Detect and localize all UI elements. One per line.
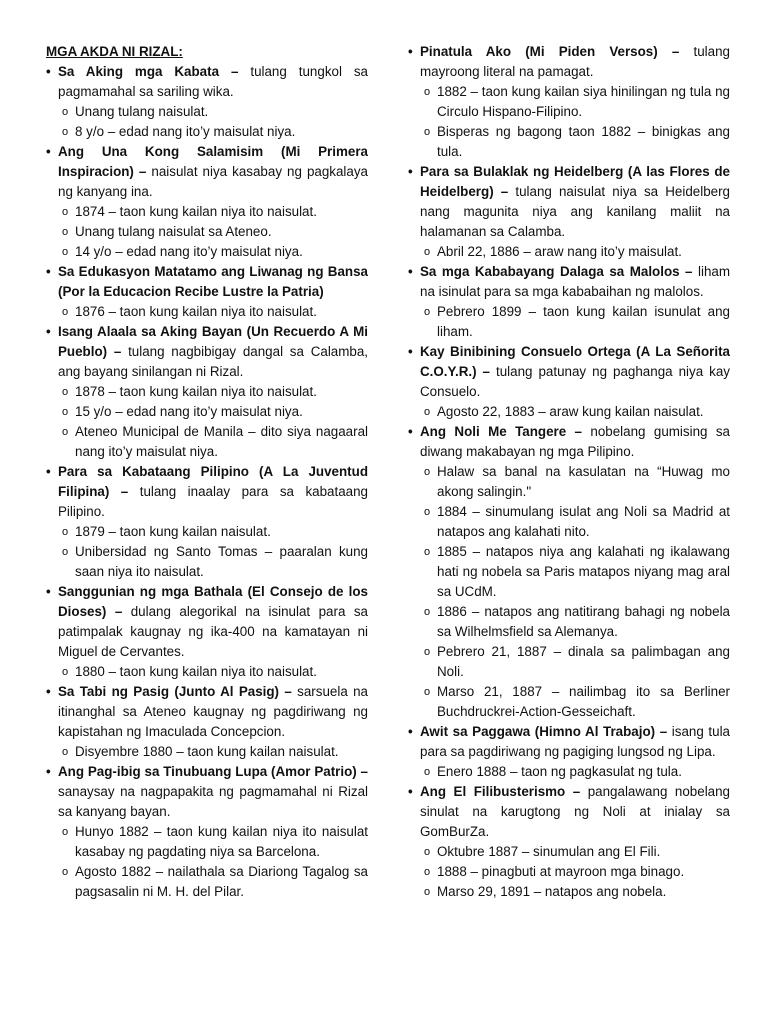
- work-summary: dulang alegorikal na isinulat para sa patimpalak kaugnay ng ika-400 na kamatayan ni Miguel de Cervantes.: [58, 604, 368, 659]
- left-column: [46, 42, 368, 1024]
- work-entry: [408, 422, 730, 722]
- work-notes: [46, 382, 368, 462]
- work-note: o 1886 – natapos ang natitirang bahagi ng nobela sa Wilhelmsfield sa Alemanya.: [424, 602, 730, 642]
- work-entry: [46, 142, 368, 262]
- work-note: o Unang tulang naisulat sa Ateneo.: [62, 222, 368, 242]
- work-description: [46, 762, 368, 822]
- work-entry: [46, 762, 368, 902]
- work-title: Sa Tabi ng Pasig (Junto Al Pasig) –: [58, 684, 292, 699]
- work-notes: [46, 742, 368, 762]
- work-summary: tulang nagbibigay dangal sa Calamba, ang bayang sinilangan ni Rizal.: [58, 344, 369, 379]
- work-note: o Agosto 22, 1883 – araw kung kailan naisulat.: [424, 402, 730, 422]
- work-title: Awit sa Paggawa (Himno Al Trabajo) –: [420, 724, 668, 739]
- work-summary: sanaysay na nagpapakita ng pagmamahal ni Rizal sa kanyang bayan.: [58, 784, 368, 819]
- work-note: o 1879 – taon kung kailan naisulat.: [62, 522, 368, 542]
- work-note: o 15 y/o – edad nang ito’y maisulat niya.: [62, 402, 368, 422]
- work-note: o Marso 21, 1887 – nailimbag ito sa Berliner Buchdruckrei-Action-Gesseichaft.: [424, 682, 730, 722]
- work-notes: [408, 242, 730, 262]
- work-summary: naisulat niya kasabay ng pagkalaya ng kanyang ina.: [58, 164, 368, 199]
- work-summary: tulang mayroong literal na pamagat.: [420, 44, 730, 79]
- work-summary: isang tula para sa pagdiriwang ng pagiging lungsod ng Lipa.: [420, 724, 730, 759]
- work-notes: [46, 662, 368, 682]
- work-note: o Hunyo 1882 – taon kung kailan niya ito naisulat kasabay ng pagdating niya sa Barcelona.: [62, 822, 368, 862]
- work-title: Sa Edukasyon Matatamo ang Liwanag ng Bansa (Por la Educacion Recibe Lustre la Patria): [58, 264, 368, 299]
- work-notes: [46, 522, 368, 582]
- work-note: o 1884 – sinumulang isulat ang Noli sa Madrid at natapos ang kalahati nito.: [424, 502, 730, 542]
- work-description: [46, 262, 368, 302]
- work-title: Ang Una Kong Salamisim (Mi Primera Inspiracion) –: [58, 144, 368, 179]
- work-note: o Halaw sa banal na kasulatan na “Huwag mo akong salingin.": [424, 462, 730, 502]
- work-entry: [408, 42, 730, 162]
- work-note: o 1888 – pinagbuti at mayroon mga binago.: [424, 862, 730, 882]
- work-title: Para sa Bulaklak ng Heidelberg (A las Flores de Heidelberg) –: [420, 164, 730, 199]
- work-title: Ang Pag-ibig sa Tinubuang Lupa (Amor Patrio) –: [58, 764, 368, 779]
- right-column: [408, 42, 730, 1024]
- work-title: Sa mga Kababayang Dalaga sa Malolos –: [420, 264, 693, 279]
- work-title: Sa Aking mga Kabata –: [58, 64, 239, 79]
- work-notes: [408, 302, 730, 342]
- work-title: Kay Binibining Consuelo Ortega (A La Señorita C.O.Y.R.) –: [420, 344, 730, 379]
- work-description: [46, 322, 368, 382]
- work-description: [408, 42, 730, 82]
- work-note: o Disyembre 1880 – taon kung kailan naisulat.: [62, 742, 368, 762]
- work-entry: [46, 682, 368, 762]
- work-title: Para sa Kabataang Pilipino (A La Juventud Filipina) –: [58, 464, 368, 499]
- work-description: [46, 142, 368, 202]
- work-note: o Marso 29, 1891 – natapos ang nobela.: [424, 882, 730, 902]
- work-title: Ang Noli Me Tangere –: [420, 424, 582, 439]
- work-summary: tulang inaalay para sa kabataang Pilipino.: [58, 484, 368, 519]
- work-note: o Unang tulang naisulat.: [62, 102, 368, 122]
- work-note: o Bisperas ng bagong taon 1882 – binigkas ang tula.: [424, 122, 730, 162]
- work-title: Ang El Filibusterismo –: [420, 784, 581, 799]
- work-notes: [408, 402, 730, 422]
- work-note: o 1876 – taon kung kailan niya ito naisulat.: [62, 302, 368, 322]
- work-entry: [408, 162, 730, 262]
- work-note: o Agosto 1882 – nailathala sa Diariong Tagalog sa pagsasalin ni M. H. del Pilar.: [62, 862, 368, 902]
- work-description: [408, 422, 730, 462]
- work-notes: [408, 462, 730, 722]
- work-summary: nobelang gumising sa diwang makabayan ng mga Pilipino.: [420, 424, 730, 459]
- work-note: o 1874 – taon kung kailan niya ito naisulat.: [62, 202, 368, 222]
- work-note: o Pebrero 1899 – taon kung kailan isunulat ang liham.: [424, 302, 730, 342]
- work-entry: [46, 582, 368, 682]
- work-entry: [46, 62, 368, 142]
- document-heading: MGA AKDA NI RIZAL:: [46, 44, 183, 59]
- works-list-left: [46, 62, 368, 902]
- work-entry: [46, 462, 368, 582]
- work-title: Sanggunian ng mga Bathala (El Consejo de los Dioses) –: [58, 584, 368, 619]
- work-notes: [408, 842, 730, 902]
- work-title: Isang Alaala sa Aking Bayan (Un Recuerdo A Mi Pueblo) –: [58, 324, 368, 359]
- work-notes: [408, 762, 730, 782]
- work-summary: tulang naisulat niya sa Heidelberg nang magunita niya ang kanilang maliit na halamanan sa Calamba.: [420, 184, 730, 239]
- work-note: o 8 y/o – edad nang ito’y maisulat niya.: [62, 122, 368, 142]
- work-entry: [46, 322, 368, 462]
- work-description: [46, 582, 368, 662]
- work-notes: [46, 102, 368, 142]
- work-entry: [408, 342, 730, 422]
- work-summary: sarsuela na itinanghal sa Ateneo kaugnay ng pagdiriwang ng kapistahan ng Imaculada Concepcion.: [58, 684, 369, 739]
- work-entry: [408, 782, 730, 902]
- work-entry: [408, 262, 730, 342]
- work-summary: tulang tungkol sa pagmamahal sa sariling wika.: [58, 64, 369, 99]
- work-notes: [46, 822, 368, 902]
- work-entry: [408, 722, 730, 782]
- work-notes: [46, 302, 368, 322]
- work-description: [408, 782, 730, 842]
- work-description: [46, 682, 368, 742]
- work-description: [408, 262, 730, 302]
- work-description: [408, 162, 730, 242]
- work-summary: liham na isinulat para sa mga kababaihan ng malolos.: [420, 264, 730, 299]
- work-note: o Oktubre 1887 – sinumulan ang El Fili.: [424, 842, 730, 862]
- work-summary: tulang patunay ng paghanga niya kay Consuelo.: [420, 364, 730, 399]
- work-notes: [46, 202, 368, 262]
- work-description: [46, 462, 368, 522]
- work-title: Pinatula Ako (Mi Piden Versos) –: [420, 44, 680, 59]
- work-description: [46, 62, 368, 102]
- work-note: o Ateneo Municipal de Manila – dito siya nagaaral nang ito’y maisulat niya.: [62, 422, 368, 462]
- work-notes: [408, 82, 730, 162]
- work-note: o 1882 – taon kung kailan siya hinilingan ng tula ng Circulo Hispano-Filipino.: [424, 82, 730, 122]
- work-note: o Unibersidad ng Santo Tomas – paaralan kung saan niya ito naisulat.: [62, 542, 368, 582]
- work-note: o 14 y/o – edad nang ito’y maisulat niya.: [62, 242, 368, 262]
- work-note: o 1878 – taon kung kailan niya ito naisulat.: [62, 382, 368, 402]
- work-note: o 1885 – natapos niya ang kalahati ng ikalawang hati ng nobela sa Paris matapos niyang mag aral sa UCdM.: [424, 542, 730, 602]
- work-entry: [46, 262, 368, 322]
- work-note: o Abril 22, 1886 – araw nang ito’y maisulat.: [424, 242, 730, 262]
- work-note: o Pebrero 21, 1887 – dinala sa palimbagan ang Noli.: [424, 642, 730, 682]
- works-list-right: [408, 42, 730, 902]
- work-note: o 1880 – taon kung kailan niya ito naisulat.: [62, 662, 368, 682]
- work-description: [408, 722, 730, 762]
- work-description: [408, 342, 730, 402]
- work-summary: pangalawang nobelang sinulat na karugtong ng Noli at inialay sa GomBurZa.: [420, 784, 731, 839]
- work-note: o Enero 1888 – taon ng pagkasulat ng tula.: [424, 762, 730, 782]
